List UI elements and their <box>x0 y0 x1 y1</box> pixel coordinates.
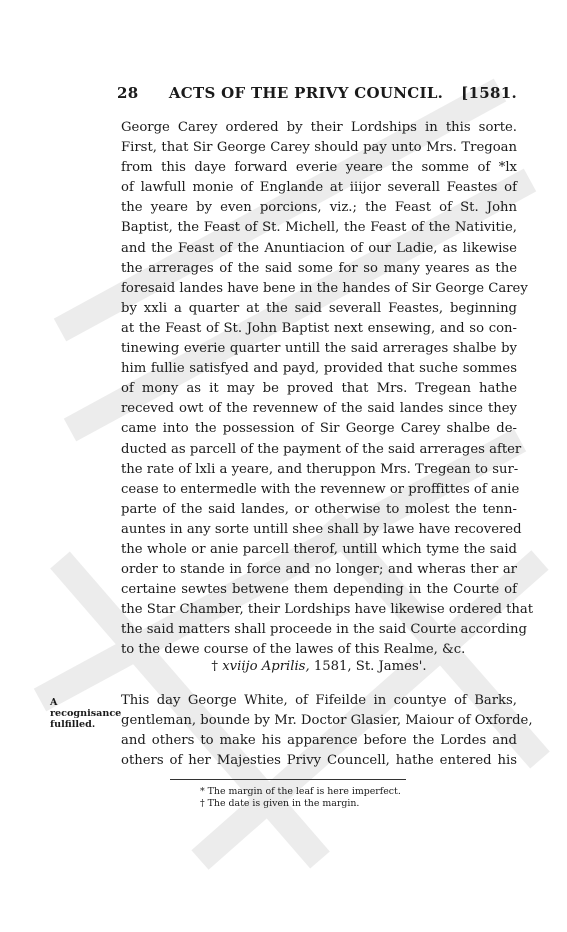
dateline-place: 1581, St. James'. <box>309 659 427 674</box>
body-line: from this daye forward everie yeare the somme of *lx <box>121 160 517 176</box>
entry-line: This day George White, of Fifeilde in countye of Barks, <box>121 693 517 708</box>
running-header <box>117 84 517 106</box>
entry-line: gentleman, bounde by Mr. Doctor Glasier, Maiour of Oxforde, <box>121 713 533 729</box>
body-line: at the Feast of St. John Baptist next ensewing, and so con- <box>121 320 517 336</box>
body-line: receved owt of the revennew of the said landes since they <box>121 401 517 417</box>
body-line: order to stande in force and no longer; and wheras ther ar <box>121 562 517 578</box>
body-line: came into the possession of Sir George Carey shalbe de- <box>121 421 517 437</box>
footnote-rule <box>170 779 406 780</box>
footnote: † The date is given in the margin. <box>200 798 360 810</box>
body-line: by xxli a quarter at the said severall Feastes, beginning <box>121 300 517 316</box>
entry-text <box>121 691 533 771</box>
body-line: foresaid landes have bene in the handes of Sir George Carey <box>121 280 528 296</box>
page-number: 28 <box>117 84 139 102</box>
footnotes <box>200 786 440 811</box>
body-line: the Star Chamber, their Lordships have likewise ordered that <box>121 602 534 618</box>
body-line: tinewing everie quarter untill the said arrerages shalbe by <box>121 341 517 357</box>
body-line: and the Feast of the Anuntiacion of our Ladie, as likewise <box>121 240 517 256</box>
body-line: to the dewe course of the lawes of this Realme, &c. <box>121 642 466 658</box>
body-line: the whole or anie parcell therof, untill which tyme the said <box>121 541 517 557</box>
body-line: certaine sewtes betwene them depending in the Courte of <box>121 582 517 598</box>
body-line: him fullie satisfyed and payd, provided that suche sommes <box>121 361 517 377</box>
running-title: ACTS OF THE PRIVY COUNCIL. <box>168 84 444 102</box>
body-line: George Carey ordered by their Lordships in this sorte. <box>121 120 517 135</box>
body-line: the yeare by even porcions, viz.; the Feast of St. John <box>121 200 517 216</box>
body-line: parte of the said landes, or otherwise to molest the tenn- <box>121 501 517 517</box>
entry-line: and others to make his apparence before the Lordes and <box>121 733 517 749</box>
body-line: ducted as parcell of the payment of the said arrerages after <box>121 441 522 457</box>
body-line: auntes in any sorte untill shee shall by lawe have recovered <box>121 521 522 537</box>
dateline <box>121 659 517 674</box>
margin-note: A recognisance fulfilled. <box>50 697 122 730</box>
body-line: First, that Sir George Carey should pay unto Mrs. Tregoan <box>121 140 517 156</box>
body-line: of mony as it may be proved that Mrs. Tregean hathe <box>121 381 517 397</box>
running-year: [1581. <box>461 84 517 102</box>
footnote: * The margin of the leaf is here imperfect. <box>200 786 401 797</box>
body-line: Baptist, the Feast of St. Michell, the Feast of the Nativitie, <box>121 220 517 236</box>
entry-line: others of her Majesties Privy Councell, hathe entered his <box>121 753 517 769</box>
body-line: the rate of lxli a yeare, and theruppon Mrs. Tregean to sur- <box>121 461 519 477</box>
dagger-mark: † <box>211 659 219 674</box>
body-line: cease to entermedle with the revennew or proffittes of anie <box>121 481 520 497</box>
body-line: of lawfull monie of Englande at iiijor severall Feastes of <box>121 180 517 196</box>
body-line: the arrerages of the said some for so many yeares as the <box>121 260 517 276</box>
body-line: the said matters shall proceede in the said Courte according <box>121 622 527 638</box>
body-text <box>121 118 534 661</box>
dateline-date: xviijo Aprilis, <box>222 659 310 674</box>
